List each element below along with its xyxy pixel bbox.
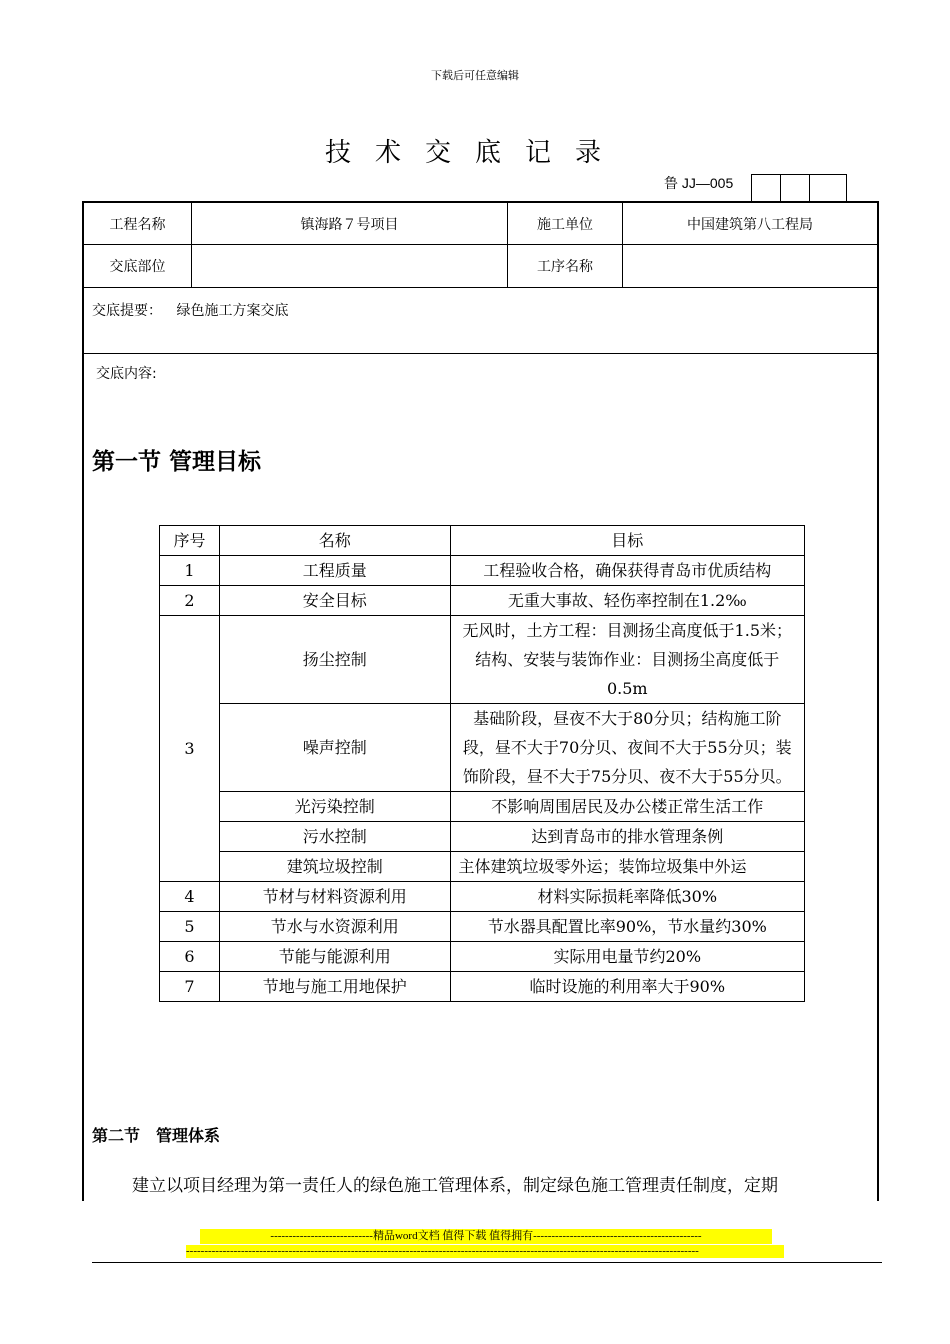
row-no: 2 <box>160 586 220 616</box>
row-no: 1 <box>160 556 220 586</box>
table-row <box>160 616 805 704</box>
location-label: 交底部位 <box>109 259 166 275</box>
summary-value: 绿色施工方案交底 <box>176 303 289 319</box>
table-header-row <box>160 526 805 556</box>
row-name: 建筑垃圾控制 <box>219 852 450 882</box>
row-name: 节水与水资源利用 <box>219 912 450 942</box>
document-code: 鲁 JJ—005 <box>664 175 734 191</box>
process-label: 工序名称 <box>507 245 622 287</box>
row-target: 不影响周围居民及办公楼正常生活工作 <box>450 792 804 822</box>
header-cell: 目标 <box>450 526 804 556</box>
project-name-label: 工程名称 <box>109 216 166 233</box>
row-target: 主体建筑垃圾零外运；装饰垃圾集中外运 <box>450 852 804 882</box>
goals-table <box>159 525 805 1002</box>
row-no: 4 <box>160 882 220 912</box>
row-name: 噪声控制 <box>219 704 450 792</box>
row-target: 基础阶段，昼夜不大于80分贝；结构施工阶段，昼不大于70分贝、夜间不大于55分贝；装饰阶段，昼不大于75分贝、夜不大于55分贝。 <box>450 704 804 792</box>
row-target: 无重大事故、轻伤率控制在1.2‰ <box>450 586 804 616</box>
table-row <box>160 704 805 792</box>
row-no: 6 <box>160 942 220 972</box>
row-name: 节材与材料资源利用 <box>219 882 450 912</box>
summary-row <box>84 288 877 354</box>
table-row <box>160 556 805 586</box>
process-value <box>622 245 877 287</box>
code-box <box>781 175 810 201</box>
contractor-value: 中国建筑第八工程局 <box>622 203 877 244</box>
row-target: 工程验收合格，确保获得青岛市优质结构 <box>450 556 804 586</box>
row-name: 扬尘控制 <box>219 616 450 704</box>
content-label: 交底内容: <box>96 366 157 382</box>
document-title: 技术交底记录 <box>324 138 625 168</box>
row-target: 无风时，土方工程：目测扬尘高度低于1.5米；结构、安装与装饰作业：目测扬尘高度低于0.5m <box>450 616 804 704</box>
table-row <box>160 912 805 942</box>
row-target: 实际用电量节约20% <box>450 942 804 972</box>
code-box <box>752 175 781 201</box>
table-row <box>160 972 805 1002</box>
contractor-label: 施工单位 <box>507 203 622 244</box>
record-form <box>82 201 879 1201</box>
row-no: 3 <box>160 616 220 882</box>
code-box <box>810 175 846 201</box>
summary <box>92 300 288 320</box>
body-paragraph: 建立以项目经理为第一责任人的绿色施工管理体系，制定绿色施工管理责任制度，定期 <box>132 1176 778 1196</box>
row-no: 7 <box>160 972 220 1002</box>
summary-label: 交底提要： <box>92 303 162 319</box>
table-row <box>160 942 805 972</box>
table-row <box>160 822 805 852</box>
footer-banner: ----------------------------精品word文档 值得下载 值得拥有---------------------------------------------- <box>200 1229 772 1244</box>
header-cell: 序号 <box>160 526 220 556</box>
row-name: 节能与能源利用 <box>219 942 450 972</box>
header-note: 下载后可任意编辑 <box>431 69 519 82</box>
row-target: 材料实际损耗率降低30% <box>450 882 804 912</box>
info-row-2 <box>84 245 877 288</box>
header-cell: 名称 <box>219 526 450 556</box>
table-row <box>160 792 805 822</box>
section2-title: 第二节 管理体系 <box>92 1126 221 1145</box>
row-name: 工程质量 <box>219 556 450 586</box>
row-target: 达到青岛市的排水管理条例 <box>450 822 804 852</box>
row-no: 5 <box>160 912 220 942</box>
row-name: 安全目标 <box>219 586 450 616</box>
footer-dashes: -------------------------------------------------------------------------------------------------------------------------------------------- <box>186 1245 784 1258</box>
project-name-value: 镇海路７号项目 <box>191 203 507 244</box>
footer-divider <box>92 1262 882 1263</box>
table-row <box>160 586 805 616</box>
table-row <box>160 882 805 912</box>
info-row-1 <box>84 203 877 245</box>
row-target: 临时设施的利用率大于90% <box>450 972 804 1002</box>
row-name: 光污染控制 <box>219 792 450 822</box>
location-value <box>191 245 507 287</box>
row-name: 节地与施工用地保护 <box>219 972 450 1002</box>
section1-title: 第一节 管理目标 <box>92 449 262 475</box>
table-row <box>160 852 805 882</box>
code-boxes <box>751 174 847 202</box>
row-name: 污水控制 <box>219 822 450 852</box>
row-target: 节水器具配置比率90%，节水量约30% <box>450 912 804 942</box>
